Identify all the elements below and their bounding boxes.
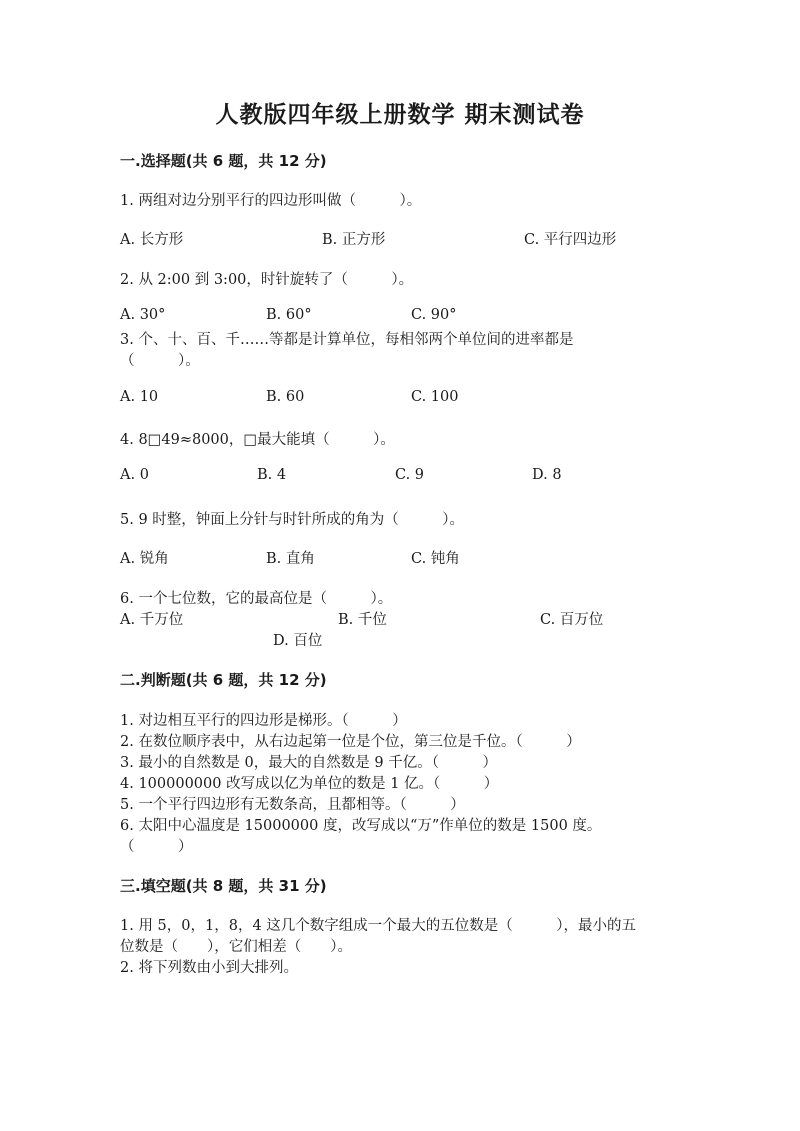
option-5a: A. 锐角 [120, 551, 169, 567]
section-heading-choice: 一.选择题(共 6 题，共 12 分) [120, 152, 327, 170]
judgement-line-2: 2. 在数位顺序表中，从右边起第一位是个位，第三位是千位。（ ） [120, 734, 581, 750]
fill-line-2: 位数是（ ），它们相差（ ）。 [120, 939, 352, 955]
judgement-line-4: 4. 100000000 改写成以亿为单位的数是 1 亿。（ ） [120, 776, 499, 792]
option-6c: C. 百万位 [540, 612, 604, 628]
question-3-line-2: （ ）。 [120, 353, 200, 369]
option-4c: C. 9 [395, 467, 425, 483]
option-4a: A. 0 [120, 467, 149, 483]
question-4: 4. 8□49≈8000，□最大能填（ ）。 [120, 432, 395, 448]
option-2c: C. 90° [411, 307, 457, 323]
option-1c: C. 平行四边形 [524, 232, 617, 248]
question-2: 2. 从 2:00 到 3:00，时针旋转了（ ）。 [120, 272, 414, 288]
option-6b: B. 千位 [338, 612, 387, 628]
option-5b: B. 直角 [266, 551, 315, 567]
judgement-line-6: 6. 太阳中心温度是 15000000 度，改写成以“万”作单位的数是 1500 度。 [120, 818, 602, 834]
judgement-line-7: （ ） [120, 839, 193, 855]
question-3-line-1: 3. 个、十、百、千……等都是计算单位，每相邻两个单位间的进率都是 [120, 332, 574, 348]
option-6d: D. 百位 [273, 633, 323, 649]
option-3a: A. 10 [120, 389, 159, 405]
question-1: 1. 两组对边分别平行的四边形叫做（ ）。 [120, 193, 422, 209]
judgement-line-1: 1. 对边相互平行的四边形是梯形。（ ） [120, 713, 407, 729]
fill-line-1: 1. 用 5，0，1，8，4 这几个数字组成一个最大的五位数是（ ），最小的五 [120, 918, 637, 934]
page-title: 人教版四年级上册数学 期末测试卷 [215, 102, 585, 128]
option-3b: B. 60 [266, 389, 305, 405]
option-1a: A. 长方形 [120, 232, 184, 248]
option-6a: A. 千万位 [120, 612, 184, 628]
question-6: 6. 一个七位数，它的最高位是（ ）。 [120, 591, 393, 607]
option-5c: C. 钝角 [411, 551, 460, 567]
option-1b: B. 正方形 [322, 232, 386, 248]
section-heading-judgement: 二.判断题(共 6 题，共 12 分) [120, 671, 327, 689]
question-5: 5. 9 时整，钟面上分针与时针所成的角为（ ）。 [120, 512, 465, 528]
option-2b: B. 60° [266, 307, 312, 323]
judgement-line-3: 3. 最小的自然数是 0，最大的自然数是 9 千亿。（ ） [120, 755, 497, 771]
option-4d: D. 8 [532, 467, 562, 483]
option-3c: C. 100 [411, 389, 459, 405]
option-4b: B. 4 [257, 467, 287, 483]
section-heading-fill-in: 三.填空题(共 8 题，共 31 分) [120, 877, 327, 895]
option-2a: A. 30° [120, 307, 166, 323]
judgement-line-5: 5. 一个平行四边形有无数条高，且都相等。（ ） [120, 797, 465, 813]
fill-line-3: 2. 将下列数由小到大排列。 [120, 960, 298, 976]
